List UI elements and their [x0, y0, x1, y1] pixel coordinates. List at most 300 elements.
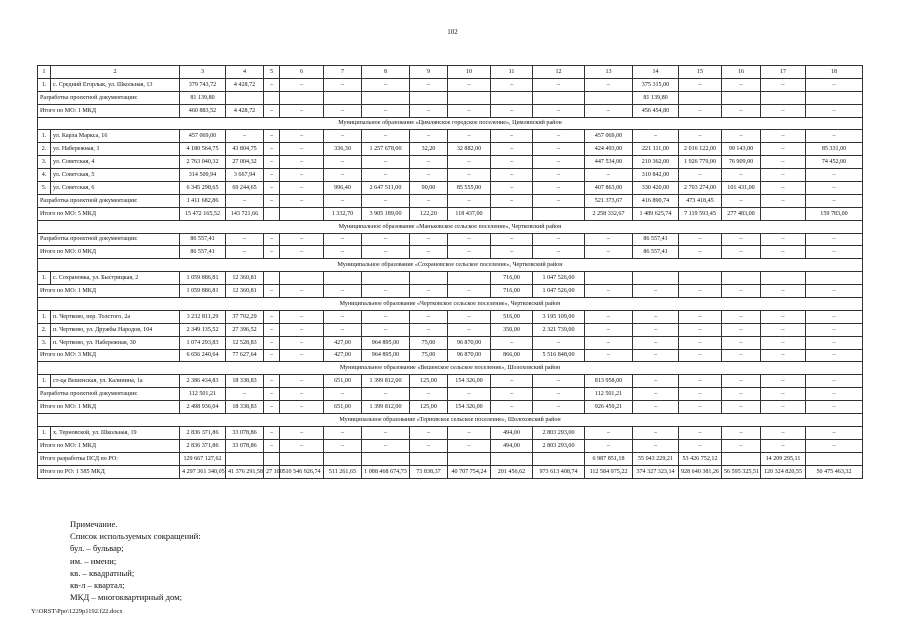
table-cell: – — [324, 194, 362, 207]
table-row — [38, 156, 863, 169]
table-cell: – — [491, 130, 533, 143]
table-cell: 53 426 752,12 — [679, 452, 722, 465]
table-cell: 112 501,21 — [180, 388, 226, 401]
table-cell — [722, 452, 761, 465]
table-cell: – — [324, 156, 362, 169]
table-cell: – — [324, 169, 362, 182]
section-row — [38, 117, 863, 130]
table-cell: 77 627,64 — [226, 349, 264, 362]
table-row — [38, 130, 863, 143]
section-title: Муниципальное образование «Сохрановское сельское поселение», Чертковский район — [38, 259, 863, 272]
table-cell: – — [491, 156, 533, 169]
table-cell: – — [761, 439, 806, 452]
table-cell: 18 338,83 — [226, 375, 264, 388]
table-cell: – — [448, 310, 491, 323]
table-cell: – — [761, 375, 806, 388]
table-cell: – — [280, 194, 324, 207]
table-cell: 69 244,65 — [226, 182, 264, 195]
table-cell: 15 472 165,52 — [180, 207, 226, 220]
table-cell: – — [410, 130, 448, 143]
table-cell — [533, 207, 585, 220]
table-cell: 2 647 511,00 — [362, 182, 410, 195]
address-cell: п. Чертково, ул. Дружбы Народов, 104 — [51, 323, 180, 336]
table-cell: 3 232 811,29 — [180, 310, 226, 323]
table-cell: – — [761, 426, 806, 439]
table-cell: 447 534,00 — [585, 156, 633, 169]
table-cell: – — [264, 130, 280, 143]
table-cell: – — [585, 310, 633, 323]
table-cell: – — [362, 104, 410, 117]
table-cell: 112 584 975,22 — [585, 465, 633, 478]
table-cell: – — [679, 285, 722, 298]
table-cell: – — [633, 401, 679, 414]
table-cell: 460 883,52 — [180, 104, 226, 117]
table-cell: – — [633, 375, 679, 388]
table-cell: – — [280, 156, 324, 169]
table-cell: – — [679, 246, 722, 259]
summary-label: Итого разработка ПСД по РО: — [38, 452, 180, 465]
address-cell: ст-ца Вешенская, ул. Калинина, 1а — [51, 375, 180, 388]
table-cell: 813 958,00 — [585, 375, 633, 388]
table-cell: – — [362, 285, 410, 298]
table-cell: 3 195 109,00 — [533, 310, 585, 323]
column-header: 11 — [491, 66, 533, 79]
table-cell: 40 707 754,24 — [448, 465, 491, 478]
section-row — [38, 362, 863, 375]
table-cell: – — [264, 194, 280, 207]
table-cell: – — [448, 388, 491, 401]
row-number: 1. — [38, 310, 51, 323]
table-cell: – — [264, 233, 280, 246]
summary-row — [38, 452, 863, 465]
table-cell — [410, 91, 448, 104]
table-cell — [448, 91, 491, 104]
table-cell: 2 498 936,04 — [180, 401, 226, 414]
table-cell: – — [722, 194, 761, 207]
table-cell: – — [806, 388, 863, 401]
abbrev-item: кв-л – квартал; — [70, 580, 125, 591]
table-cell: – — [806, 233, 863, 246]
table-cell: 118 437,00 — [448, 207, 491, 220]
table-cell: – — [491, 182, 533, 195]
table-cell: – — [491, 78, 533, 91]
column-header: 18 — [806, 66, 863, 79]
table-cell: – — [410, 156, 448, 169]
row-number: 5. — [38, 182, 51, 195]
table-cell: 5 516 848,00 — [533, 349, 585, 362]
table-cell: – — [585, 246, 633, 259]
summary-label: Итого по МО: 3 МКД — [38, 349, 180, 362]
table-cell: – — [722, 285, 761, 298]
notes-subtitle: Список используемых сокращений: — [70, 531, 201, 542]
table-cell — [264, 207, 280, 220]
table-cell — [324, 452, 362, 465]
table-cell: – — [761, 233, 806, 246]
table-cell: – — [533, 182, 585, 195]
table-cell: – — [324, 323, 362, 336]
column-header: 12 — [533, 66, 585, 79]
table-cell: – — [410, 78, 448, 91]
table-cell: 201 456,62 — [491, 465, 533, 478]
table-cell — [448, 272, 491, 285]
table-cell: – — [585, 104, 633, 117]
column-header: 16 — [722, 66, 761, 79]
table-cell: – — [761, 285, 806, 298]
table-cell — [264, 91, 280, 104]
table-cell: 1 399 812,00 — [362, 401, 410, 414]
table-cell: 330 420,00 — [633, 182, 679, 195]
table-cell: – — [410, 388, 448, 401]
table-cell: 27 396,52 — [226, 323, 264, 336]
table-cell: 494,00 — [491, 439, 533, 452]
address-cell: п. Чертково, ул. Набережная, 30 — [51, 336, 180, 349]
table-cell — [806, 272, 863, 285]
table-cell: 928 640 381,26 — [679, 465, 722, 478]
table-cell: – — [806, 169, 863, 182]
table-cell: 32 882,00 — [448, 143, 491, 156]
table-cell: – — [264, 78, 280, 91]
table-cell: 43 804,75 — [226, 143, 264, 156]
table-cell: – — [722, 388, 761, 401]
table-cell: 427,00 — [324, 336, 362, 349]
table-cell: – — [761, 78, 806, 91]
table-cell: – — [410, 426, 448, 439]
table-cell: – — [410, 246, 448, 259]
table-cell: 76 909,00 — [722, 156, 761, 169]
table-cell: 424 493,00 — [585, 143, 633, 156]
table-cell: – — [585, 323, 633, 336]
table-cell: 2 321 739,00 — [533, 323, 585, 336]
table-cell: – — [679, 401, 722, 414]
table-cell: – — [280, 310, 324, 323]
table-cell: – — [264, 182, 280, 195]
section-title: Муниципальное образование «Цимлянское городское поселение», Цимлянский район — [38, 117, 863, 130]
table-cell: – — [806, 439, 863, 452]
table-cell: 99 143,00 — [722, 143, 761, 156]
table-row — [38, 323, 863, 336]
table-cell: 407 863,00 — [585, 182, 633, 195]
table-cell: – — [722, 233, 761, 246]
table-cell: – — [491, 233, 533, 246]
table-cell: 129 667 127,62 — [180, 452, 226, 465]
table-cell: 716,00 — [491, 285, 533, 298]
table-cell: 6 987 851,18 — [585, 452, 633, 465]
table-cell: – — [324, 426, 362, 439]
table-cell — [362, 452, 410, 465]
column-header: 2 — [51, 66, 180, 79]
table-cell: – — [633, 130, 679, 143]
row-number: 2. — [38, 143, 51, 156]
table-cell: – — [448, 285, 491, 298]
table-cell: – — [410, 104, 448, 117]
table-cell: 125,00 — [410, 375, 448, 388]
table-cell: – — [491, 401, 533, 414]
table-cell: 2 349 135,52 — [180, 323, 226, 336]
table-cell: – — [806, 375, 863, 388]
table-cell: – — [448, 323, 491, 336]
table-cell: 7 119 593,45 — [679, 207, 722, 220]
table-cell: 277 483,00 — [722, 207, 761, 220]
table-cell: – — [280, 336, 324, 349]
table-cell: 75,00 — [410, 336, 448, 349]
table-cell: – — [280, 246, 324, 259]
table-cell — [679, 272, 722, 285]
table-cell: – — [806, 182, 863, 195]
table-cell: – — [679, 439, 722, 452]
summary-row — [38, 439, 863, 452]
table-cell: 50 475 463,32 — [806, 465, 863, 478]
table-cell: – — [362, 439, 410, 452]
table-cell: 96 870,00 — [448, 336, 491, 349]
table-cell: 2 836 371,86 — [180, 426, 226, 439]
table-cell: – — [264, 310, 280, 323]
table-cell: – — [722, 401, 761, 414]
table-cell: – — [362, 310, 410, 323]
table-cell: – — [806, 130, 863, 143]
table-cell: 1 257 678,00 — [362, 143, 410, 156]
table-cell: – — [491, 194, 533, 207]
row-number: 3. — [38, 156, 51, 169]
table-cell: – — [362, 130, 410, 143]
table-cell — [226, 452, 264, 465]
file-path: Y:\ORST\Ppo\1229p1192.f22.docx — [31, 608, 123, 615]
address-cell: х. Терновской, ул. Школьная, 19 — [51, 426, 180, 439]
table-cell — [280, 272, 324, 285]
table-cell: 27 100 — [264, 465, 280, 478]
table-cell: 1 332,70 — [324, 207, 362, 220]
table-cell: – — [761, 104, 806, 117]
table-cell: 1 047 526,00 — [533, 285, 585, 298]
table-cell — [410, 452, 448, 465]
table-cell: – — [491, 375, 533, 388]
table-cell: – — [722, 169, 761, 182]
table-cell: – — [806, 194, 863, 207]
table-cell: – — [533, 246, 585, 259]
row-number: 3. — [38, 336, 51, 349]
table-cell: – — [806, 285, 863, 298]
table-cell: – — [679, 375, 722, 388]
table-cell: – — [633, 336, 679, 349]
table-cell: – — [410, 310, 448, 323]
address-cell: ул. Набережная, 1 — [51, 143, 180, 156]
table-cell: 33 078,86 — [226, 426, 264, 439]
column-header: 13 — [585, 66, 633, 79]
column-header: 1 — [38, 66, 51, 79]
column-header: 4 — [226, 66, 264, 79]
table-cell: 159 783,00 — [806, 207, 863, 220]
table-cell: – — [448, 169, 491, 182]
table-cell: 964 895,00 — [362, 349, 410, 362]
table-cell: 221 111,00 — [633, 143, 679, 156]
table-cell: 74 452,00 — [806, 156, 863, 169]
table-cell: – — [533, 194, 585, 207]
table-cell: 926 459,21 — [585, 401, 633, 414]
table-cell: – — [280, 285, 324, 298]
table-cell: – — [280, 169, 324, 182]
table-cell: 143 721,66 — [226, 207, 264, 220]
column-header: 5 — [264, 66, 280, 79]
table-cell: – — [280, 182, 324, 195]
table-cell: – — [226, 130, 264, 143]
table-cell: 3 667,94 — [226, 169, 264, 182]
table-row — [38, 169, 863, 182]
table-cell: – — [533, 401, 585, 414]
table-cell: – — [324, 439, 362, 452]
table-cell: – — [585, 78, 633, 91]
table-cell: 81 139,80 — [633, 91, 679, 104]
table-cell: – — [722, 246, 761, 259]
table-cell: – — [280, 104, 324, 117]
summary-label: Разработка проектной документации: — [38, 194, 180, 207]
notes-title: Примечание. — [70, 519, 118, 529]
table-cell — [533, 452, 585, 465]
table-cell: – — [280, 130, 324, 143]
table-cell: – — [280, 78, 324, 91]
table-cell: – — [362, 323, 410, 336]
table-cell: – — [264, 375, 280, 388]
table-cell: 154 326,00 — [448, 375, 491, 388]
table-cell: 510 546 926,74 — [280, 465, 324, 478]
table-cell: – — [362, 194, 410, 207]
table-cell: 2 803 293,00 — [533, 439, 585, 452]
table-cell — [761, 207, 806, 220]
table-cell: – — [533, 78, 585, 91]
table-cell: – — [264, 426, 280, 439]
summary-row — [38, 246, 863, 259]
table-cell: 86 557,41 — [633, 246, 679, 259]
table-cell: 336,30 — [324, 143, 362, 156]
table-cell — [806, 452, 863, 465]
table-cell — [264, 272, 280, 285]
table-cell: – — [761, 156, 806, 169]
table-cell: 12 360,81 — [226, 285, 264, 298]
address-cell: ул. Советская, 5 — [51, 169, 180, 182]
table-cell: – — [679, 388, 722, 401]
table-cell: – — [264, 104, 280, 117]
table-cell: – — [448, 233, 491, 246]
table-cell: 473 418,45 — [679, 194, 722, 207]
table-cell: 2 703 274,00 — [679, 182, 722, 195]
table-cell: – — [533, 143, 585, 156]
table-cell: – — [491, 104, 533, 117]
table-cell: – — [324, 233, 362, 246]
table-cell: – — [410, 169, 448, 182]
table-cell: – — [806, 323, 863, 336]
table-cell: – — [806, 104, 863, 117]
address-cell: с. Средний Егорлык, ул. Школьная, 13 — [51, 78, 180, 91]
table-cell — [761, 272, 806, 285]
table-cell — [226, 91, 264, 104]
table-cell: 1 926 779,00 — [679, 156, 722, 169]
table-cell: – — [585, 349, 633, 362]
table-cell: 866,00 — [491, 349, 533, 362]
table-cell: – — [806, 336, 863, 349]
column-header: 15 — [679, 66, 722, 79]
table-cell: – — [362, 388, 410, 401]
table-cell: 2 386 434,83 — [180, 375, 226, 388]
table-cell: – — [226, 194, 264, 207]
table-cell: – — [761, 182, 806, 195]
table-cell: 964 895,00 — [362, 336, 410, 349]
table-cell: – — [679, 233, 722, 246]
table-cell: – — [533, 233, 585, 246]
table-cell: – — [324, 285, 362, 298]
table-row — [38, 336, 863, 349]
section-row — [38, 298, 863, 311]
table-cell: 1 489 625,74 — [633, 207, 679, 220]
row-number: 2. — [38, 323, 51, 336]
table-cell: 516,00 — [491, 310, 533, 323]
column-header: 6 — [280, 66, 324, 79]
table-cell: – — [722, 375, 761, 388]
table-cell: 27 004,32 — [226, 156, 264, 169]
table-cell: – — [806, 349, 863, 362]
summary-label: Итого по МО: 1 МКД — [38, 104, 180, 117]
table-cell: – — [533, 104, 585, 117]
table-cell: 6 345 298,65 — [180, 182, 226, 195]
table-cell: 112 501,21 — [585, 388, 633, 401]
summary-row — [38, 285, 863, 298]
table-cell: 101 431,00 — [722, 182, 761, 195]
table-cell: – — [324, 388, 362, 401]
table-cell — [585, 91, 633, 104]
table-cell: 716,00 — [491, 272, 533, 285]
summary-row — [38, 194, 863, 207]
notes-block — [70, 518, 201, 603]
section-row — [38, 414, 863, 427]
address-cell: ул. Советская, 4 — [51, 156, 180, 169]
table-cell: 41 376 291,58 — [226, 465, 264, 478]
table-cell: 3 905 189,00 — [362, 207, 410, 220]
table-cell: – — [264, 246, 280, 259]
table-cell: – — [448, 104, 491, 117]
table-cell: 32,20 — [410, 143, 448, 156]
table-cell: – — [761, 169, 806, 182]
abbrev-item: бул. – бульвар; — [70, 543, 124, 554]
summary-row — [38, 388, 863, 401]
table-cell — [679, 91, 722, 104]
table-cell: – — [226, 246, 264, 259]
table-cell: – — [585, 233, 633, 246]
address-cell: ул. Советская, 6 — [51, 182, 180, 195]
table-row — [38, 272, 863, 285]
table-cell: – — [761, 388, 806, 401]
table-cell: 4 428,72 — [226, 104, 264, 117]
row-number: 1. — [38, 426, 51, 439]
table-cell: – — [362, 78, 410, 91]
table-cell: 85 555,00 — [448, 182, 491, 195]
table-cell — [280, 452, 324, 465]
table-cell: 1 059 886,81 — [180, 285, 226, 298]
table-cell: – — [362, 169, 410, 182]
table-cell — [410, 272, 448, 285]
table-cell: 379 743,72 — [180, 78, 226, 91]
table-cell: 81 139,80 — [180, 91, 226, 104]
table-cell — [324, 91, 362, 104]
table-cell: 457 069,00 — [585, 130, 633, 143]
table-cell: 14 209 295,11 — [761, 452, 806, 465]
table-cell: 96 870,00 — [448, 349, 491, 362]
row-number: 4. — [38, 169, 51, 182]
table-cell: – — [280, 233, 324, 246]
table-cell: 4 180 564,75 — [180, 143, 226, 156]
table-cell: – — [448, 426, 491, 439]
table-cell: – — [585, 426, 633, 439]
table-cell — [491, 452, 533, 465]
table-cell: – — [679, 104, 722, 117]
table-cell: 521 373,67 — [585, 194, 633, 207]
table-cell: – — [533, 169, 585, 182]
